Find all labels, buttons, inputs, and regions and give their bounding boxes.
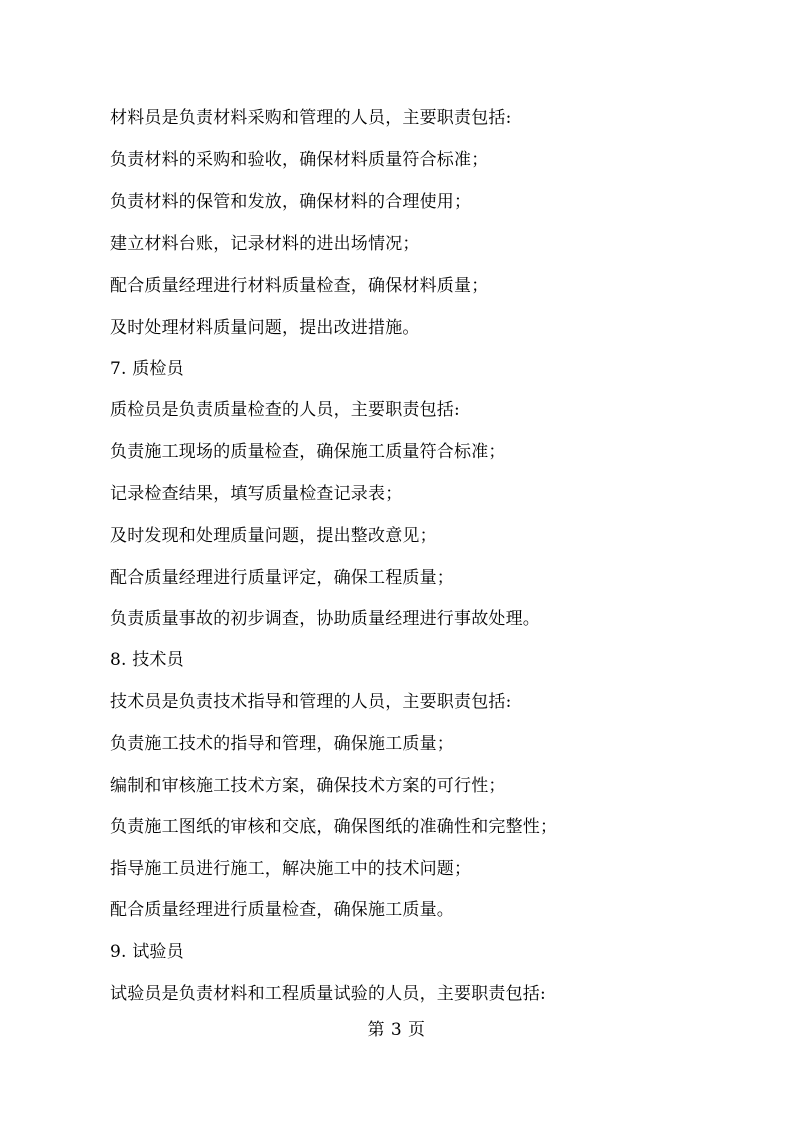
list-item-quality-4: 配合质量经理进行质量评定，确保工程质量； <box>110 568 454 588</box>
list-item-materials-3: 建立材料台账，记录材料的进出场情况； <box>110 234 420 254</box>
list-item-quality-3: 及时发现和处理质量问题，提出整改意见； <box>110 526 437 546</box>
list-item-quality-2: 记录检查结果，填写质量检查记录表； <box>110 484 403 504</box>
paragraph-technician-intro: 技术员是负责技术指导和管理的人员，主要职责包括: <box>110 692 512 712</box>
list-item-technician-3: 负责施工图纸的审核和交底，确保图纸的准确性和完整性； <box>110 817 558 837</box>
paragraph-materials-intro: 材料员是负责材料采购和管理的人员，主要职责包括: <box>110 108 512 128</box>
list-item-technician-5: 配合质量经理进行质量检查，确保施工质量。 <box>110 900 454 920</box>
list-item-materials-5: 及时处理材料质量问题，提出改进措施。 <box>110 318 420 338</box>
list-item-technician-4: 指导施工员进行施工，解决施工中的技术问题； <box>110 859 472 879</box>
section-heading-technician: 8. 技术员 <box>110 650 184 670</box>
list-item-technician-1: 负责施工技术的指导和管理，确保施工质量； <box>110 734 454 754</box>
list-item-materials-4: 配合质量经理进行材料质量检查，确保材料质量； <box>110 276 489 296</box>
section-heading-tester: 9. 试验员 <box>110 942 184 962</box>
section-heading-quality-inspector: 7. 质检员 <box>110 359 184 379</box>
paragraph-tester-intro: 试验员是负责材料和工程质量试验的人员，主要职责包括: <box>110 984 546 1004</box>
list-item-quality-1: 负责施工现场的质量检查，确保施工质量符合标准； <box>110 442 506 462</box>
list-item-technician-2: 编制和审核施工技术方案，确保技术方案的可行性； <box>110 776 506 796</box>
list-item-materials-1: 负责材料的采购和验收，确保材料质量符合标准； <box>110 150 489 170</box>
list-item-quality-5: 负责质量事故的初步调查，协助质量经理进行事故处理。 <box>110 609 540 629</box>
list-item-materials-2: 负责材料的保管和发放，确保材料的合理使用； <box>110 192 472 212</box>
paragraph-quality-intro: 质检员是负责质量检查的人员，主要职责包括: <box>110 400 460 420</box>
page-number: 第 3 页 <box>367 1020 426 1040</box>
